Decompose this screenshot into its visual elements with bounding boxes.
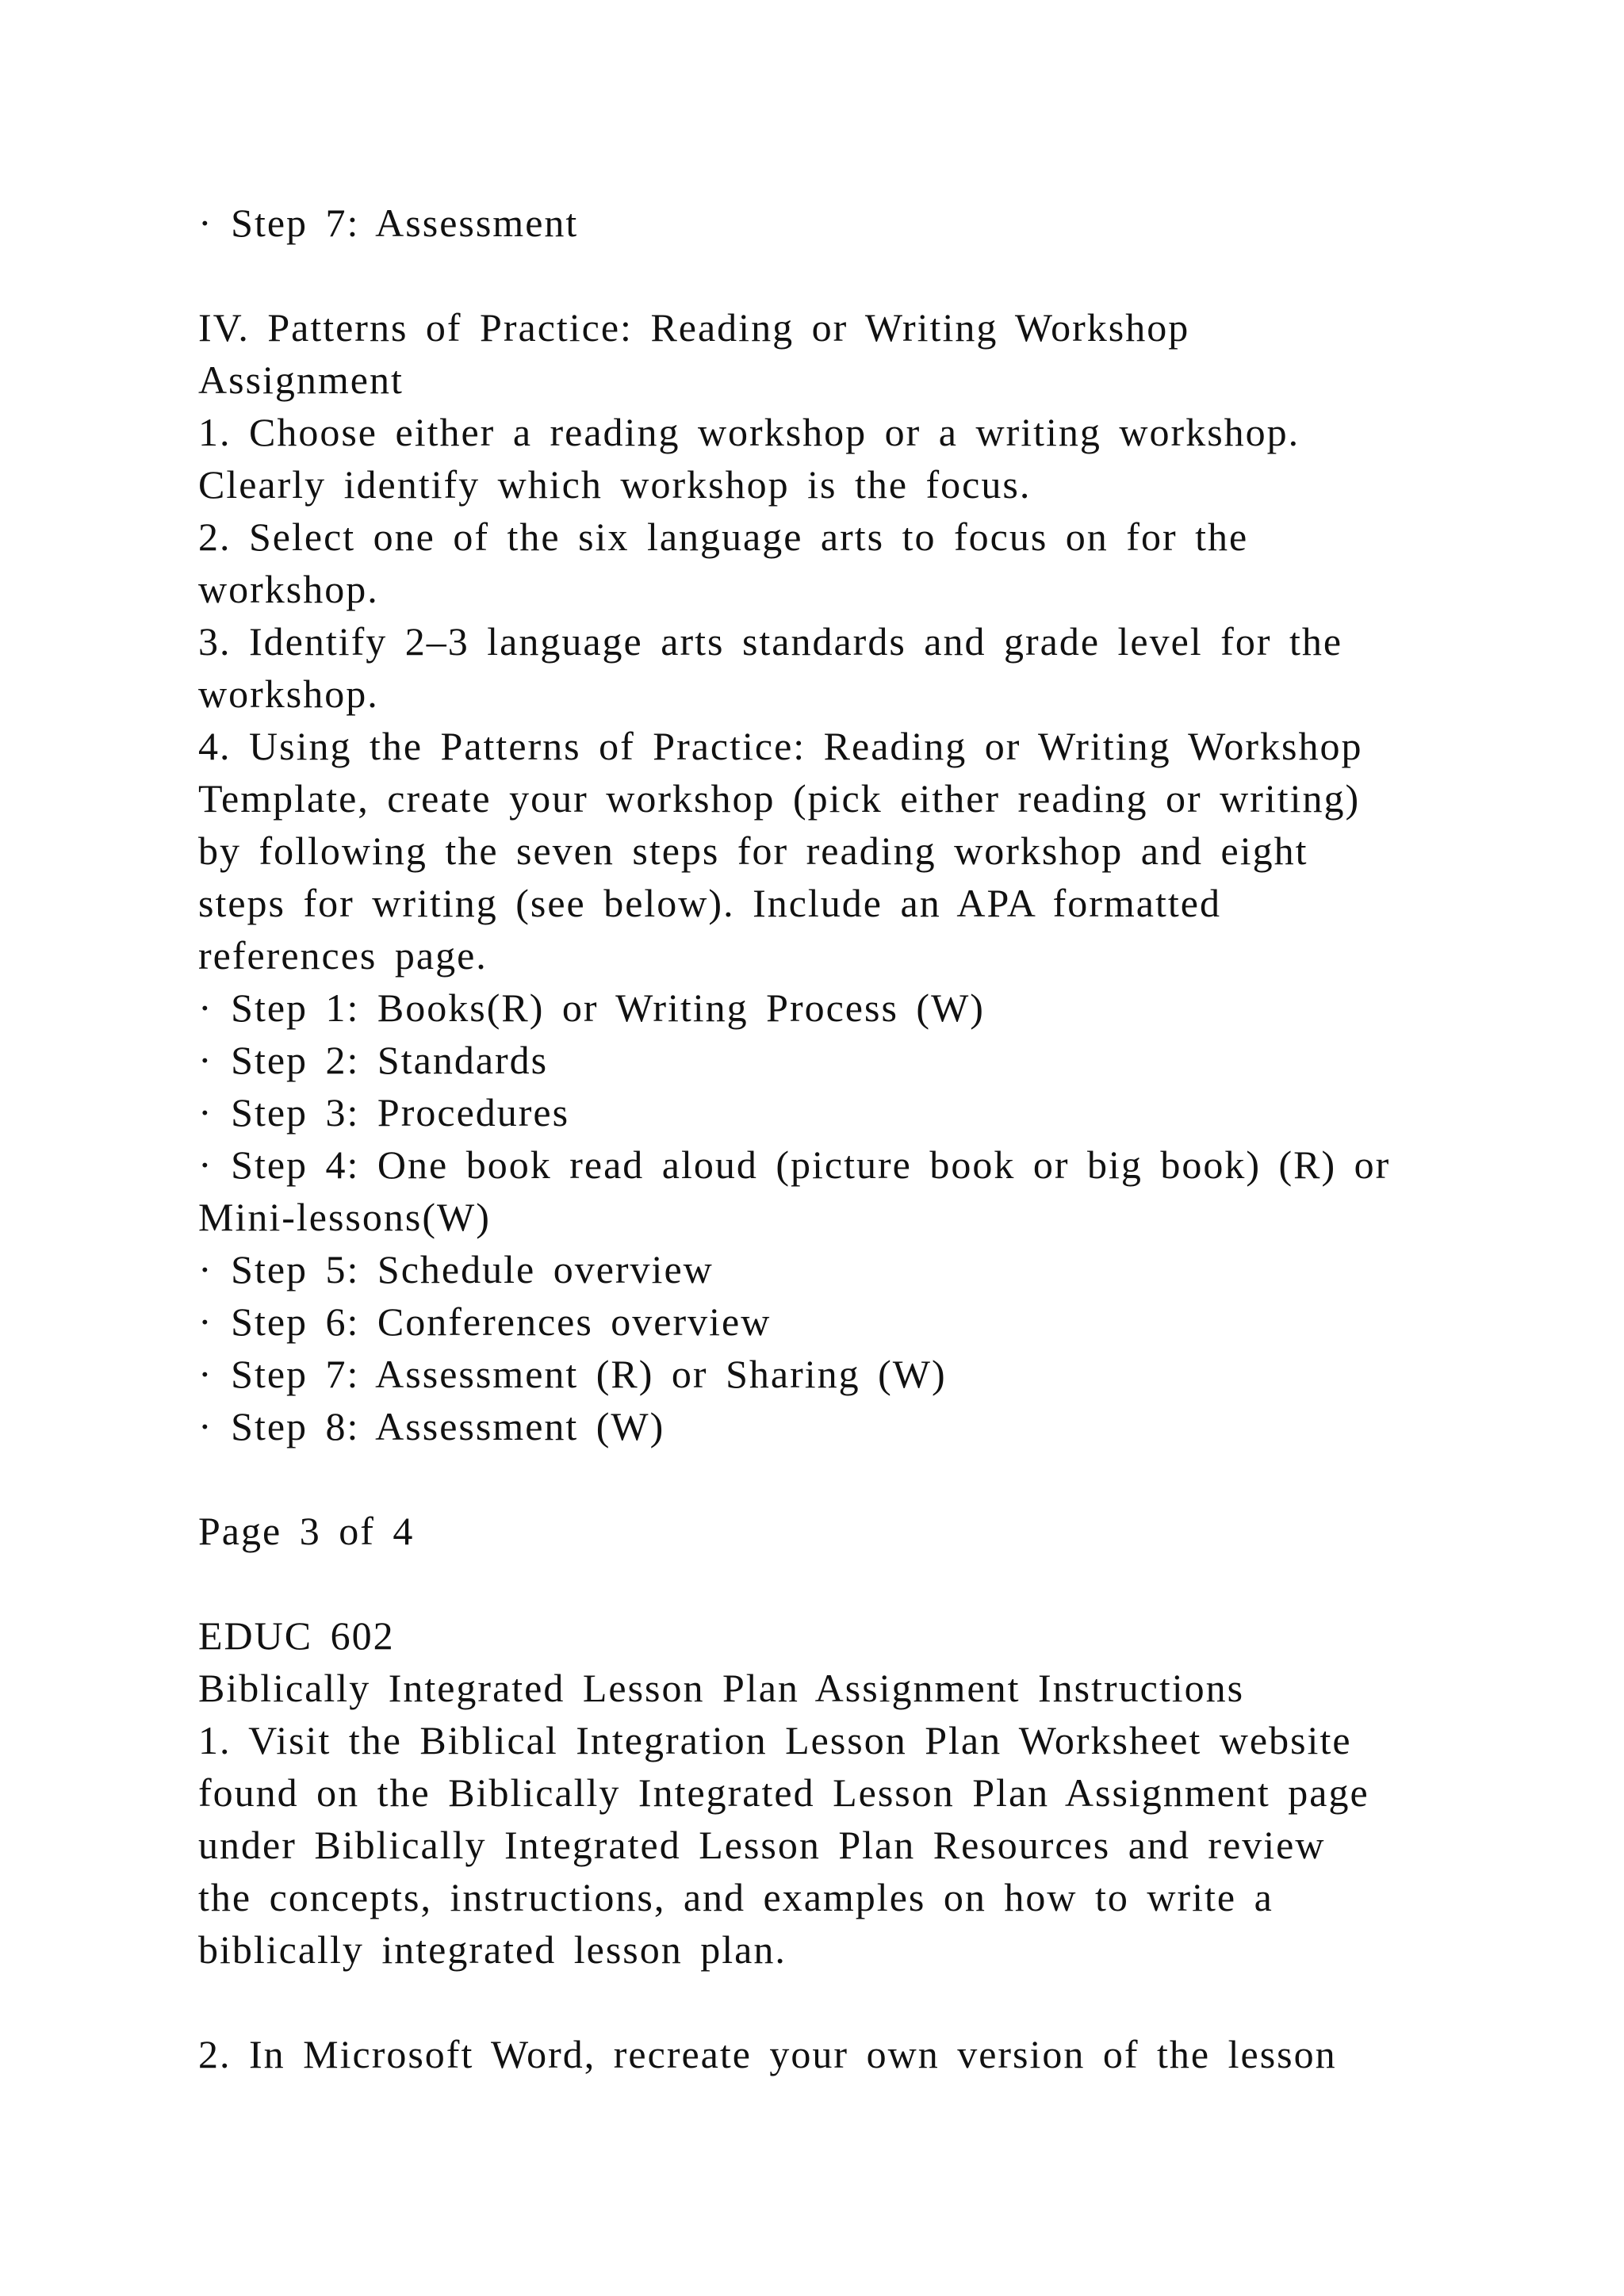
instruction-4-cont-2: by following the seven steps for reading workshop and eight: [198, 828, 1308, 873]
lesson-instruction-1: 1. Visit the Biblical Integration Lesson Plan Worksheet website: [198, 1718, 1352, 1762]
section-iv-heading: IV. Patterns of Practice: Reading or Writing Workshop: [198, 305, 1190, 350]
lesson-instruction-1-cont-2: under Biblically Integrated Lesson Plan Resources and review: [198, 1823, 1326, 1867]
section-iv-heading-cont: Assignment: [198, 358, 404, 402]
instruction-3-cont: workshop.: [198, 672, 379, 716]
lesson-instruction-1-cont-1: found on the Biblically Integrated Lesson Plan Assignment page: [198, 1770, 1369, 1815]
step-3-item: · Step 3: Procedures: [198, 1090, 570, 1135]
step-6-item: · Step 6: Conferences overview: [198, 1299, 772, 1344]
lesson-instruction-1-cont-3: the concepts, instructions, and examples on how to write a: [198, 1875, 1274, 1919]
instruction-1: 1. Choose either a reading workshop or a writing workshop.: [198, 410, 1300, 454]
step-7-item: · Step 7: Assessment (R) or Sharing (W): [198, 1352, 947, 1396]
step-8-item: · Step 8: Assessment (W): [198, 1404, 665, 1448]
instruction-4: 4. Using the Patterns of Practice: Reading or Writing Workshop: [198, 724, 1363, 768]
course-code: EDUC 602: [198, 1613, 395, 1658]
instruction-3: 3. Identify 2–3 language arts standards and grade level for the: [198, 619, 1343, 664]
lesson-instruction-2: 2. In Microsoft Word, recreate your own version of the lesson: [198, 2032, 1337, 2076]
step-7-assessment-line: · Step 7: Assessment: [198, 201, 579, 245]
step-1-item: · Step 1: Books(R) or Writing Process (W): [198, 985, 985, 1030]
instruction-2-cont: workshop.: [198, 567, 379, 611]
instruction-2: 2. Select one of the six language arts to focus on for the: [198, 515, 1249, 559]
instruction-4-cont-4: references page.: [198, 933, 488, 978]
lesson-instruction-1-cont-4: biblically integrated lesson plan.: [198, 1927, 787, 1972]
instruction-4-cont-1: Template, create your workshop (pick either reading or writing): [198, 776, 1361, 821]
step-5-item: · Step 5: Schedule overview: [198, 1247, 714, 1292]
assignment-title: Biblically Integrated Lesson Plan Assignment Instructions: [198, 1666, 1245, 1710]
page-number: Page 3 of 4: [198, 1509, 415, 1553]
instruction-1-cont: Clearly identify which workshop is the focus.: [198, 462, 1032, 507]
step-4-item: · Step 4: One book read aloud (picture book or big book) (R) or: [198, 1142, 1391, 1187]
step-2-item: · Step 2: Standards: [198, 1038, 549, 1082]
instruction-4-cont-3: steps for writing (see below). Include an APA formatted: [198, 881, 1221, 925]
step-4-item-cont: Mini-lessons(W): [198, 1195, 491, 1239]
